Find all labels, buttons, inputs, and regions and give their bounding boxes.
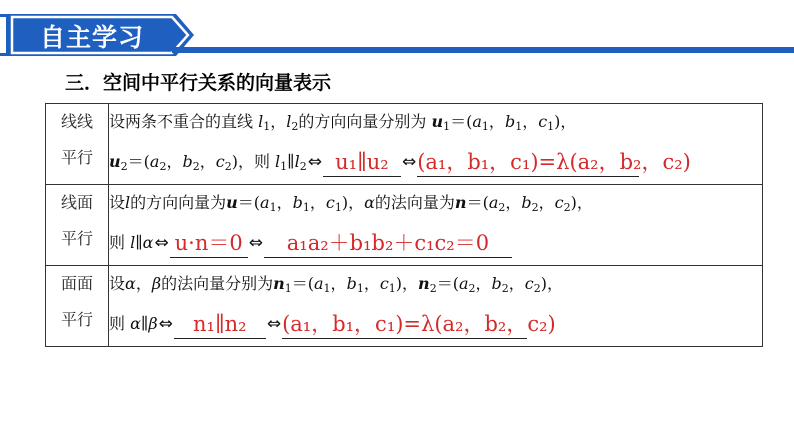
row-label-top: 线线: [60, 112, 93, 131]
text-then: 则: [109, 314, 126, 333]
row-label-bottom: 平行: [60, 148, 93, 167]
row-label-bottom: 平行: [60, 310, 93, 329]
row-label: [46, 104, 109, 185]
text-then: ，则: [237, 152, 270, 171]
text-mid: 的法向量分别为: [161, 274, 274, 293]
row-label: [46, 185, 109, 266]
row-line-1: 设两条不重合的直线 $l_1$，$l_2$的方向向量分别为 $u_1=(a_1$，$b_1$，$c_1$)，: [109, 112, 577, 133]
row-line-2: 则 l∥α⇔ u·n＝0 ⇔ a₁a₂＋b₁b₂＋c₁c₂＝0: [109, 225, 762, 265]
row-line-1: 设l的方向向量为$u=(a_1$，$b_1$，$c_1$)，α的法向量为$n=(a_2$，$b_2$，$c_2$)，: [109, 193, 593, 214]
text-mid-2: 的法向量为: [374, 193, 455, 212]
answer-text: u₁∥u₂: [335, 150, 389, 174]
row-line-2: 则 α∥β⇔ n₁∥n₂ ⇔(a₁，b₁，c₁)=λ(a₂，b₂，c₂): [109, 306, 762, 346]
text-then: 则: [109, 233, 126, 252]
row-content: [109, 266, 763, 347]
row-label-top: 面面: [60, 274, 93, 293]
section-title: 三．空间中平行关系的向量表示: [65, 72, 332, 94]
parallel-relations-table: [45, 103, 763, 347]
row-label-bottom: 平行: [60, 229, 93, 248]
table-row-line-plane: [46, 185, 763, 266]
text-mid: 的方向向量为: [130, 193, 227, 212]
section-badge: [0, 14, 200, 56]
answer-blank-2: [264, 231, 512, 258]
table-row-line-line: [46, 104, 763, 185]
row-line-1: 设α，β的法向量分别为$n_1=(a_1$，$b_1$，$c_1$)，$n_2=(a_2$，$b_2$，$c_2$)，: [109, 274, 563, 295]
text-prefix: 设: [109, 274, 126, 293]
header-rule: [172, 47, 794, 53]
table-row-plane-plane: [46, 266, 763, 347]
answer-text: (a₁，b₁，c₁)=λ(a₂，b₂，c₂): [417, 150, 691, 174]
row-label-top: 线面: [60, 193, 93, 212]
row-line-2: $u_2=(a_2$，$b_2$，$c_2$)，则 $l_1\parallel l_2\Leftrightarrow$ u₁∥u₂ ⇔(a₁，b₁，c₁)=λ(a₂，b₂，c₂): [109, 144, 762, 184]
answer-text: a₁a₂＋b₁b₂＋c₁c₂＝0: [286, 231, 490, 255]
text-prefix: 设: [109, 193, 126, 212]
answer-blank-2: [417, 150, 691, 177]
answer-text: n₁∥n₂: [193, 312, 247, 336]
row-content: [109, 104, 763, 185]
answer-blank-2: [282, 312, 556, 339]
answer-text: u·n＝0: [174, 231, 243, 255]
answer-text: (a₁，b₁，c₁)=λ(a₂，b₂，c₂): [282, 312, 556, 336]
answer-blank-1: [174, 312, 266, 339]
text-mid: 的方向向量分别为: [298, 112, 427, 131]
row-label: [46, 266, 109, 347]
badge-label: 自主学习: [40, 23, 145, 52]
text-prefix: 设两条不重合的直线: [109, 112, 254, 131]
row-content: [109, 185, 763, 266]
answer-blank-1: [323, 150, 401, 177]
answer-blank-1: [170, 231, 248, 258]
